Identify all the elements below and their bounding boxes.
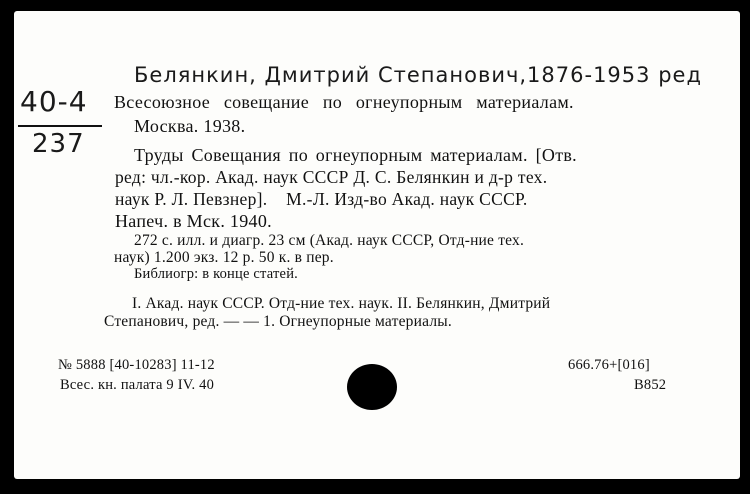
body-line-3: наук Р. Л. Певзнер]. М.-Л. Изд-во Акад. наук СССР. [115,189,528,209]
author-code: В852 [634,377,667,393]
handwritten-heading: Белянкин, Дмитрий Степанович,1876-1953 ред [134,63,702,87]
collation-line-1: 272 с. илл. и диагр. 23 см (Акад. наук СССР, Отд-ние тех. [134,232,525,249]
call-number-top: 40-4 [20,85,88,118]
punch-hole [347,364,397,410]
record-number: № 5888 [40-10283] 11-12 [58,357,215,373]
title-line-1: Всесоюзное совещание по огнеупорным материалам. [114,92,574,112]
body-line-2: ред: чл.-кор. Акад. наук СССР Д. С. Белянкин и д-р тех. [115,167,548,187]
title-line-2: Москва. 1938. [134,116,246,136]
collation-line-3: Библиогр: в конце статей. [134,266,298,282]
book-chamber-date: Всес. кн. палата 9 IV. 40 [60,377,215,393]
classification-code: 666.76+[016] [568,357,650,373]
tracing-line-2: Степанович, ред. — — 1. Огнеупорные материалы. [104,313,452,330]
catalog-card [14,11,740,479]
body-line-4: Напеч. в Мск. 1940. [115,211,272,231]
call-number-divider [18,125,102,127]
body-line-1: Труды Совещания по огнеупорным материалам. [Отв. [134,145,577,165]
call-number-bottom: 237 [32,129,85,159]
tracing-line-1: I. Акад. наук СССР. Отд-ние тех. наук. II. Белянкин, Дмитрий [132,295,551,312]
collation-line-2: наук) 1.200 экз. 12 р. 50 к. в пер. [114,249,334,266]
